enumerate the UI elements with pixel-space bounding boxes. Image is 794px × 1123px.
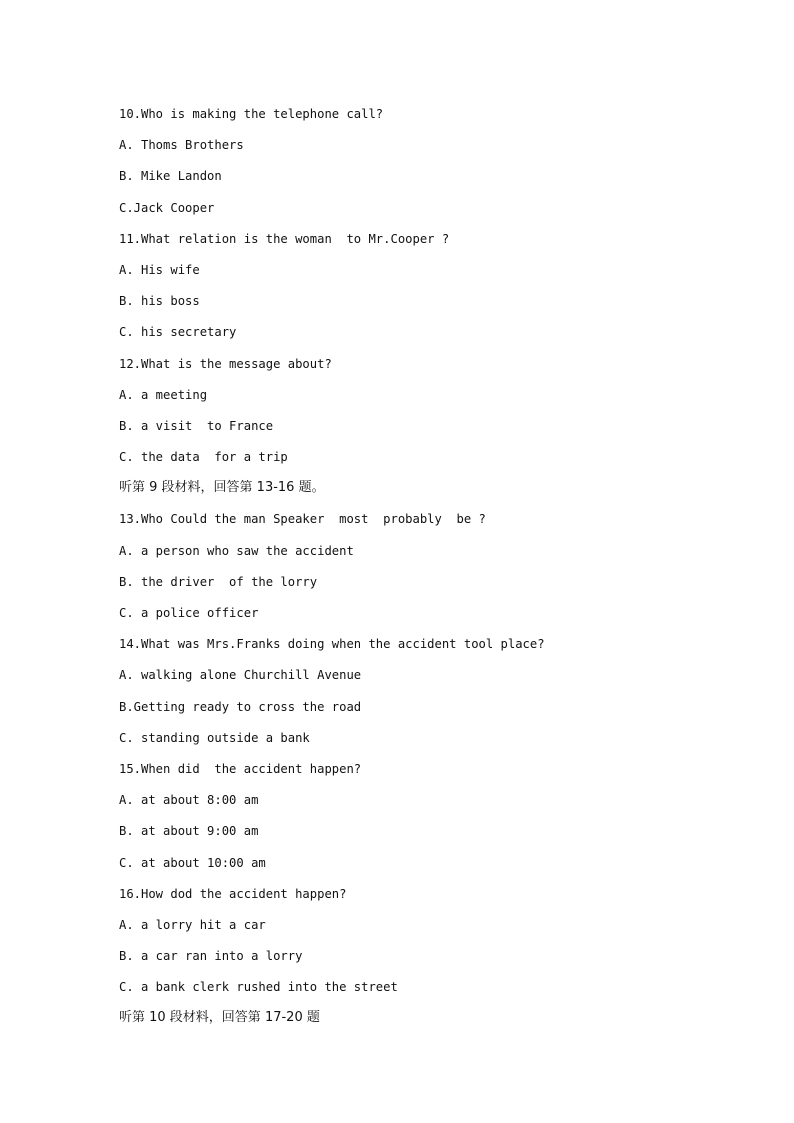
option-11a: A. His wife — [119, 262, 200, 277]
option-14c: C. standing outside a bank — [119, 730, 310, 745]
option-15c: C. at about 10:00 am — [119, 855, 266, 870]
option-10b: B. Mike Landon — [119, 169, 222, 184]
option-16c: C. a bank clerk rushed into the street — [119, 980, 398, 995]
question-14: 14.What was Mrs.Franks doing when the accident tool place? — [119, 637, 545, 652]
option-10a: A. Thoms Brothers — [119, 138, 244, 153]
question-13: 13.Who Could the man Speaker most probably be ? — [119, 512, 486, 527]
question-12: 12.What is the message about? — [119, 356, 332, 371]
option-12b: B. a visit to France — [119, 418, 274, 433]
option-14b: B.Getting ready to cross the road — [119, 699, 362, 714]
question-15: 15.When did the accident happen? — [119, 761, 362, 776]
option-14a: A. walking alone Churchill Avenue — [119, 668, 362, 683]
option-15b: B. at about 9:00 am — [119, 824, 259, 839]
option-11c: C. his secretary — [119, 325, 237, 340]
option-12c: C. the data for a trip — [119, 450, 288, 465]
option-10c: C.Jack Cooper — [119, 200, 215, 215]
option-13c: C. a police officer — [119, 606, 259, 620]
option-13b: B. the driver of the lorry — [119, 574, 318, 589]
option-11b: B. his boss — [119, 294, 200, 309]
option-13a: A. a person who saw the accident — [119, 543, 354, 558]
question-16: 16.How dod the accident happen? — [119, 886, 347, 901]
option-12a: A. a meeting — [119, 387, 208, 402]
option-16b: B. a car ran into a lorry — [119, 949, 303, 964]
section-instruction-9: 听第 9 段材料，回答第 13-16 题。 — [119, 480, 325, 496]
option-15a: A. at about 8:00 am — [119, 793, 259, 808]
section-instruction-10: 听第 10 段材料，回答第 17-20 题 — [119, 1010, 320, 1026]
option-16a: A. a lorry hit a car — [119, 917, 266, 932]
question-11: 11.What relation is the woman to Mr.Cooper ? — [119, 231, 450, 246]
question-10: 10.Who is making the telephone call? — [119, 107, 384, 121]
document-page — [119, 102, 739, 1038]
